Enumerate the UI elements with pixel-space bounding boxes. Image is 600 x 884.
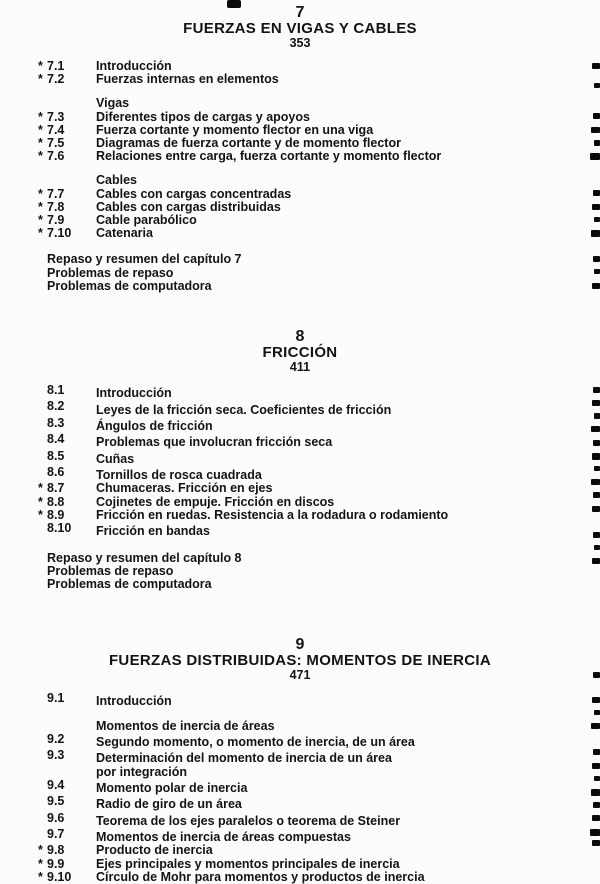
- entry-title: Problemas de computadora: [47, 278, 212, 293]
- section-label: [38, 828, 96, 841]
- entry-title: Leyes de la fricción seca. Coeficientes de fricción: [96, 402, 392, 417]
- star-marker: [38, 400, 47, 413]
- entry-title: Tornillos de rosca cuadrada: [96, 468, 262, 483]
- toc-entry: [38, 844, 588, 857]
- entry-title: Cable parabólico: [96, 213, 197, 228]
- section-number: 7.10: [47, 226, 72, 241]
- section-label: [38, 522, 96, 535]
- star-marker: *: [38, 186, 43, 201]
- section-label: [38, 749, 96, 762]
- entry-title: Producto de inercia: [96, 843, 213, 858]
- toc-summary: [38, 578, 588, 591]
- section-label: [38, 871, 96, 884]
- entry-title: Cables: [96, 173, 137, 188]
- section-label: [38, 692, 96, 705]
- star-marker: *: [38, 856, 43, 871]
- scan-artifact: [592, 763, 600, 769]
- star-marker: [38, 450, 47, 463]
- section-label: [38, 400, 96, 413]
- section-number: 9.6: [47, 810, 65, 825]
- toc-entry: [38, 227, 588, 240]
- toc-entry: [38, 384, 588, 400]
- chapter-title: FUERZAS EN VIGAS Y CABLES: [183, 20, 417, 37]
- scan-artifact: [593, 802, 600, 808]
- section-label: [38, 433, 96, 446]
- toc-entry: [38, 433, 588, 449]
- entry-title: Cables con cargas concentradas: [96, 186, 292, 201]
- scan-artifact: [594, 269, 600, 274]
- scan-artifact: [592, 840, 600, 846]
- chapter-page: 353: [289, 36, 311, 50]
- scan-artifact: [592, 453, 600, 460]
- star-marker: *: [38, 226, 43, 241]
- toc-entry: [38, 522, 588, 538]
- scan-artifact: [593, 749, 600, 755]
- star-marker: *: [38, 507, 43, 522]
- toc-subhead: [38, 174, 588, 187]
- section-label: [38, 844, 96, 857]
- section-label: [38, 795, 96, 808]
- chapter-header: [0, 329, 600, 374]
- chapter-number: 9: [295, 636, 305, 654]
- scan-artifact: [590, 153, 600, 160]
- star-marker: [38, 692, 47, 705]
- scan-artifact: [594, 466, 600, 471]
- section-number: 9.9: [47, 856, 65, 871]
- scan-artifact: [593, 672, 600, 678]
- entry-title: Ejes principales y momentos principales de inercia: [96, 856, 400, 871]
- section-label: [38, 384, 96, 397]
- scan-artifact: [593, 492, 600, 498]
- section-label: [38, 188, 96, 201]
- entry-title: Problemas de repaso: [47, 563, 174, 578]
- scan-artifact: [591, 723, 600, 729]
- star-marker: [38, 779, 47, 792]
- entry-title: Fricción en bandas: [96, 524, 210, 539]
- entry-title: por integración: [96, 764, 187, 779]
- entry-title: Momentos de inercia de áreas compuestas: [96, 830, 351, 845]
- scan-artifact: [594, 83, 600, 88]
- toc-entry: [38, 482, 588, 495]
- entry-title: Determinación del momento de inercia de un área: [96, 751, 392, 766]
- toc-entry: [38, 188, 588, 201]
- toc-entry: [38, 450, 588, 466]
- entry-title: Teorema de los ejes paralelos o teorema de Steiner: [96, 813, 401, 828]
- chapter-title: FRICCIÓN: [262, 344, 338, 362]
- toc-subhead: [38, 97, 588, 110]
- section-label: [38, 227, 96, 240]
- entry-title: Introducción: [96, 386, 172, 401]
- section-number: 8.5: [47, 448, 65, 463]
- entry-title: Problemas de computadora: [47, 576, 212, 591]
- section-number: 9.5: [47, 794, 65, 809]
- section-number: 8.6: [47, 465, 65, 480]
- entry-title: Vigas: [96, 96, 130, 111]
- toc-entry: [38, 779, 588, 795]
- section-label: [38, 779, 96, 792]
- scan-artifact: [227, 0, 241, 8]
- scan-artifact: [593, 387, 600, 393]
- scan-artifact: [591, 789, 600, 796]
- section-number: 7.1: [47, 59, 65, 73]
- chapter-entries: [0, 692, 600, 884]
- toc-entry: [38, 828, 588, 844]
- toc-subhead: [38, 720, 588, 733]
- scan-artifact: [594, 217, 600, 222]
- star-marker: [38, 828, 47, 841]
- section-number: 7.2: [47, 72, 65, 87]
- section-label: [38, 417, 96, 430]
- toc-entry: [38, 749, 588, 765]
- star-marker: *: [38, 213, 43, 228]
- toc-entry: [38, 111, 588, 124]
- section-number: 9.10: [47, 869, 72, 884]
- toc-entry: [38, 496, 588, 509]
- chapter-number: 8: [295, 328, 305, 346]
- section-number: 7.3: [47, 109, 65, 124]
- entry-title: Círculo de Mohr para momentos y productos de inercia: [96, 869, 425, 884]
- scan-artifact: [591, 230, 600, 237]
- entry-title: Cuñas: [96, 451, 135, 466]
- chapter-9: [0, 637, 600, 884]
- toc-summary: [38, 253, 588, 266]
- entry-title: Diagramas de fuerza cortante y de momento flector: [96, 136, 401, 151]
- chapter-page: 411: [289, 360, 311, 375]
- section-label: [38, 450, 96, 463]
- section-number: 8.8: [47, 494, 65, 509]
- star-marker: [38, 417, 47, 430]
- section-number: 7.5: [47, 136, 65, 151]
- toc-entry: [38, 466, 588, 482]
- chapter-entries: [0, 384, 600, 591]
- star-marker: *: [38, 59, 43, 73]
- entry-title: Repaso y resumen del capítulo 7: [47, 252, 242, 267]
- chapter-entries: [0, 60, 600, 293]
- scan-artifact: [594, 710, 600, 715]
- section-number: 9.8: [47, 843, 65, 858]
- entry-title: Fricción en ruedas. Resistencia a la rodadura o rodamiento: [96, 507, 449, 522]
- entry-title: Cojinetes de empuje. Fricción en discos: [96, 494, 335, 509]
- chapter-header: [0, 637, 600, 682]
- star-marker: [38, 433, 47, 446]
- section-number: 7.7: [47, 186, 65, 201]
- star-marker: *: [38, 481, 43, 496]
- entry-title: Momentos de inercia de áreas: [96, 718, 275, 733]
- star-marker: *: [38, 494, 43, 509]
- star-marker: *: [38, 122, 43, 137]
- toc-entry: [38, 795, 588, 811]
- section-number: 9.1: [47, 691, 65, 706]
- star-marker: [38, 795, 47, 808]
- scan-artifact: [591, 127, 600, 133]
- entry-title: Diferentes tipos de cargas y apoyos: [96, 109, 310, 124]
- section-number: 8.10: [47, 521, 72, 536]
- section-number: 9.4: [47, 777, 65, 792]
- chapter-8: [0, 329, 600, 591]
- toc-entry: [38, 400, 588, 416]
- entry-title: Problemas de repaso: [47, 265, 174, 280]
- chapter-page: 471: [289, 668, 311, 683]
- star-marker: *: [38, 199, 43, 214]
- chapter-7: [0, 5, 600, 293]
- section-number: 9.3: [47, 748, 65, 763]
- scan-artifact: [592, 400, 600, 406]
- section-number: 8.9: [47, 507, 65, 522]
- section-label: [38, 111, 96, 124]
- entry-title: Ángulos de fricción: [96, 419, 213, 434]
- star-marker: [38, 812, 47, 825]
- toc-entry: [38, 692, 588, 708]
- star-marker: *: [38, 869, 43, 884]
- star-marker: *: [38, 149, 43, 164]
- entry-title: Momento polar de inercia: [96, 780, 248, 795]
- entry-title: Catenaria: [96, 226, 153, 241]
- section-number: 8.3: [47, 415, 65, 430]
- section-number: 8.7: [47, 481, 65, 496]
- toc-summary: [38, 552, 588, 565]
- toc-entry: [38, 871, 588, 884]
- section-number: 8.1: [47, 383, 65, 398]
- entry-title: Introducción: [96, 59, 172, 73]
- section-label: [38, 858, 96, 871]
- entry-title: Fuerza cortante y momento flector en una viga: [96, 122, 374, 137]
- chapter-number: 7: [295, 4, 305, 21]
- section-label: [38, 150, 96, 163]
- scan-artifact: [591, 479, 600, 485]
- scan-artifact: [593, 190, 600, 196]
- star-marker: [38, 384, 47, 397]
- star-marker: *: [38, 843, 43, 858]
- toc-summary: [38, 565, 588, 578]
- scan-artifact: [592, 815, 600, 821]
- entry-title: Introducción: [96, 694, 172, 709]
- scan-artifact: [590, 829, 600, 836]
- scan-artifact: [593, 532, 600, 538]
- entry-title: Segundo momento, o momento de inercia, de un área: [96, 734, 415, 749]
- star-marker: [38, 466, 47, 479]
- section-label: [38, 733, 96, 746]
- section-number: 7.6: [47, 149, 65, 164]
- section-number: 9.2: [47, 731, 65, 746]
- entry-continuation: [38, 766, 588, 779]
- entry-title: Chumaceras. Fricción en ejes: [96, 481, 273, 496]
- entry-title: Problemas que involucran fricción seca: [96, 435, 333, 450]
- scan-artifact: [594, 413, 600, 419]
- section-label: [38, 466, 96, 479]
- scan-artifact: [592, 63, 600, 69]
- section-number: 7.4: [47, 122, 65, 137]
- section-label: [38, 496, 96, 509]
- toc-entry: [38, 150, 588, 163]
- scan-artifact: [592, 558, 600, 564]
- section-number: 8.2: [47, 399, 65, 414]
- chapter-title: FUERZAS DISTRIBUIDAS: MOMENTOS DE INERCIA: [108, 652, 492, 670]
- star-marker: [38, 733, 47, 746]
- scan-artifact: [592, 506, 600, 512]
- scan-artifact: [591, 426, 600, 432]
- section-label: [38, 482, 96, 495]
- toc-entry: [38, 417, 588, 433]
- scan-artifact: [594, 545, 600, 550]
- scan-artifact: [594, 140, 600, 146]
- section-number: 7.9: [47, 213, 65, 228]
- toc-entry: [38, 858, 588, 871]
- scan-artifact: [592, 204, 600, 210]
- scan-artifact: [592, 697, 600, 703]
- section-label: [38, 73, 96, 86]
- entry-title: Relaciones entre carga, fuerza cortante y momento flector: [96, 149, 442, 164]
- entry-title: Radio de giro de un área: [96, 797, 242, 812]
- scan-artifact: [593, 256, 600, 262]
- star-marker: [38, 749, 47, 762]
- toc-entry: [38, 812, 588, 828]
- section-number: 9.7: [47, 826, 65, 841]
- section-number: 7.8: [47, 199, 65, 214]
- scan-artifact: [592, 283, 600, 289]
- section-number: 8.4: [47, 432, 65, 447]
- star-marker: [38, 522, 47, 535]
- toc-entry: [38, 509, 588, 522]
- toc-entry: [38, 73, 588, 86]
- toc-summary: [38, 267, 588, 280]
- star-marker: *: [38, 109, 43, 124]
- chapter-header: [0, 5, 600, 50]
- star-marker: *: [38, 136, 43, 151]
- scan-artifact: [593, 113, 600, 119]
- entry-title: Cables con cargas distribuidas: [96, 199, 281, 214]
- entry-title: Fuerzas internas en elementos: [96, 72, 279, 87]
- scan-artifact: [593, 440, 600, 446]
- scan-artifact: [594, 776, 600, 781]
- toc-entry: [38, 733, 588, 749]
- toc-summary: [38, 280, 588, 293]
- star-marker: *: [38, 72, 43, 87]
- entry-title: Repaso y resumen del capítulo 8: [47, 550, 242, 565]
- section-label: [38, 812, 96, 825]
